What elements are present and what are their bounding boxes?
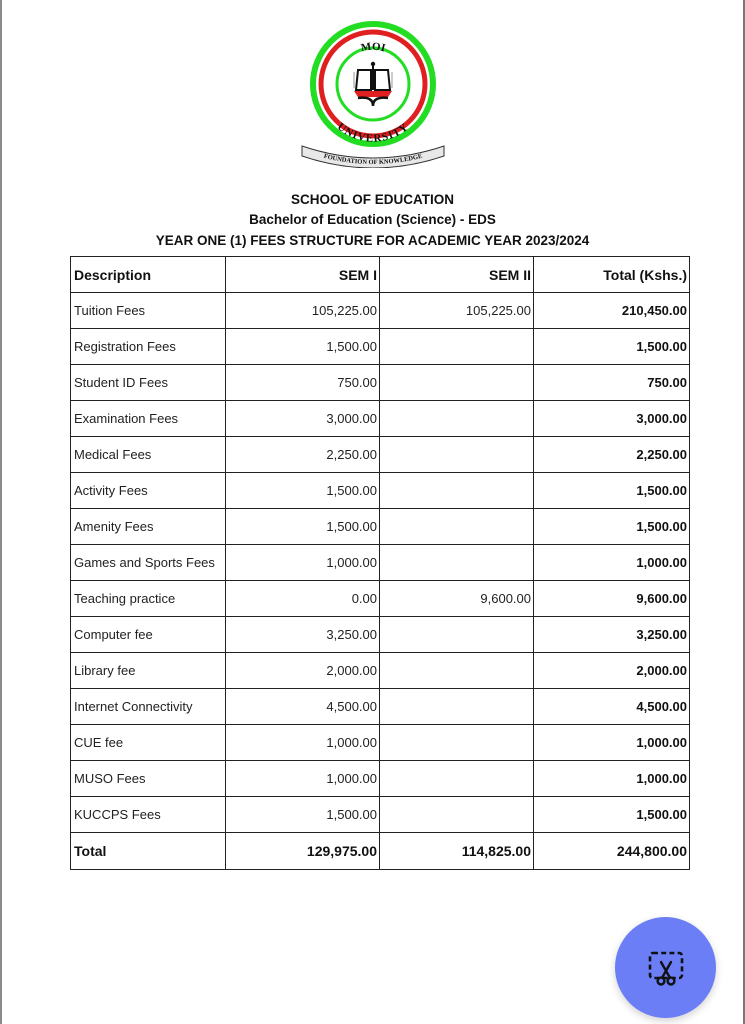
column-header-sem2: SEM II <box>380 257 534 293</box>
fee-sem1: 750.00 <box>226 365 380 401</box>
fee-description: CUE fee <box>71 725 226 761</box>
fee-sem1: 3,000.00 <box>226 401 380 437</box>
fee-sem1: 1,000.00 <box>226 725 380 761</box>
fee-description: Medical Fees <box>71 437 226 473</box>
fee-description: KUCCPS Fees <box>71 797 226 833</box>
book-icon <box>354 62 392 106</box>
fee-description: Computer fee <box>71 617 226 653</box>
table-row <box>71 653 690 689</box>
table-row <box>71 725 690 761</box>
school-heading: SCHOOL OF EDUCATION <box>290 192 454 207</box>
fees-structure-title: YEAR ONE (1) FEES STRUCTURE FOR ACADEMIC YEAR 2023/2024 <box>155 233 590 248</box>
total-sem1: 129,975.00 <box>226 833 380 870</box>
table-header-row <box>71 257 690 293</box>
fee-total: 2,250.00 <box>534 437 690 473</box>
screenshot-crop-scissors-icon <box>646 948 686 988</box>
fee-sem1: 0.00 <box>226 581 380 617</box>
fee-total: 4,500.00 <box>534 689 690 725</box>
fee-sem2 <box>380 401 534 437</box>
moi-university-logo <box>298 18 448 168</box>
fee-sem2: 9,600.00 <box>380 581 534 617</box>
fee-description: Student ID Fees <box>71 365 226 401</box>
table-row <box>71 545 690 581</box>
table-row <box>71 617 690 653</box>
fee-total: 3,250.00 <box>534 617 690 653</box>
fee-sem1: 1,500.00 <box>226 797 380 833</box>
table-row <box>71 473 690 509</box>
table-row <box>71 329 690 365</box>
fee-sem2 <box>380 653 534 689</box>
table-row <box>71 761 690 797</box>
fee-sem2: 105,225.00 <box>380 293 534 329</box>
fee-description: Examination Fees <box>71 401 226 437</box>
fee-sem1: 1,500.00 <box>226 329 380 365</box>
fee-sem1: 1,000.00 <box>226 545 380 581</box>
fee-sem1: 3,250.00 <box>226 617 380 653</box>
fee-total: 2,000.00 <box>534 653 690 689</box>
fee-description: Amenity Fees <box>71 509 226 545</box>
fee-sem1: 1,500.00 <box>226 473 380 509</box>
table-row <box>71 581 690 617</box>
grand-total: 244,800.00 <box>534 833 690 870</box>
fee-description: Library fee <box>71 653 226 689</box>
fee-sem2 <box>380 725 534 761</box>
total-sem2: 114,825.00 <box>380 833 534 870</box>
fee-total: 1,500.00 <box>534 329 690 365</box>
logo-top-text: MOI <box>360 40 387 55</box>
fee-total: 210,450.00 <box>534 293 690 329</box>
column-header-total: Total (Kshs.) <box>534 257 690 293</box>
fee-sem2 <box>380 329 534 365</box>
fee-sem2 <box>380 617 534 653</box>
fee-sem1: 1,000.00 <box>226 761 380 797</box>
fee-sem1: 105,225.00 <box>226 293 380 329</box>
page-edge-left <box>0 0 2 1024</box>
table-row <box>71 689 690 725</box>
fee-sem1: 2,250.00 <box>226 437 380 473</box>
fee-sem2 <box>380 365 534 401</box>
logo-banner-text: FOUNDATION OF KNOWLEDGE <box>322 152 424 167</box>
fee-total: 750.00 <box>534 365 690 401</box>
fee-total: 9,600.00 <box>534 581 690 617</box>
table-row <box>71 293 690 329</box>
table-row <box>71 401 690 437</box>
fee-description: Teaching practice <box>71 581 226 617</box>
fee-description: Activity Fees <box>71 473 226 509</box>
logo-ring-text: UNIVERSITY <box>334 120 412 145</box>
fee-sem2 <box>380 437 534 473</box>
fee-sem2 <box>380 689 534 725</box>
total-row <box>71 833 690 870</box>
fee-description: MUSO Fees <box>71 761 226 797</box>
column-header-sem1: SEM I <box>226 257 380 293</box>
screenshot-crop-button[interactable] <box>615 917 716 1018</box>
fee-description: Games and Sports Fees <box>71 545 226 581</box>
fee-total: 1,500.00 <box>534 473 690 509</box>
fee-description: Internet Connectivity <box>71 689 226 725</box>
table-row <box>71 797 690 833</box>
fees-table <box>70 256 690 870</box>
fee-sem2 <box>380 797 534 833</box>
fee-description: Registration Fees <box>71 329 226 365</box>
table-row <box>71 365 690 401</box>
fee-sem1: 2,000.00 <box>226 653 380 689</box>
fee-total: 1,000.00 <box>534 761 690 797</box>
column-header-description: Description <box>71 257 226 293</box>
fee-sem2 <box>380 761 534 797</box>
table-row <box>71 437 690 473</box>
table-row <box>71 509 690 545</box>
programme-heading: Bachelor of Education (Science) - EDS <box>249 212 496 227</box>
fee-total: 1,000.00 <box>534 725 690 761</box>
fee-total: 3,000.00 <box>534 401 690 437</box>
fee-sem1: 1,500.00 <box>226 509 380 545</box>
fee-sem2 <box>380 545 534 581</box>
fee-description: Tuition Fees <box>71 293 226 329</box>
fee-total: 1,500.00 <box>534 509 690 545</box>
fee-total: 1,000.00 <box>534 545 690 581</box>
total-label: Total <box>71 833 226 870</box>
fee-total: 1,500.00 <box>534 797 690 833</box>
fee-sem2 <box>380 509 534 545</box>
fee-sem2 <box>380 473 534 509</box>
fee-sem1: 4,500.00 <box>226 689 380 725</box>
